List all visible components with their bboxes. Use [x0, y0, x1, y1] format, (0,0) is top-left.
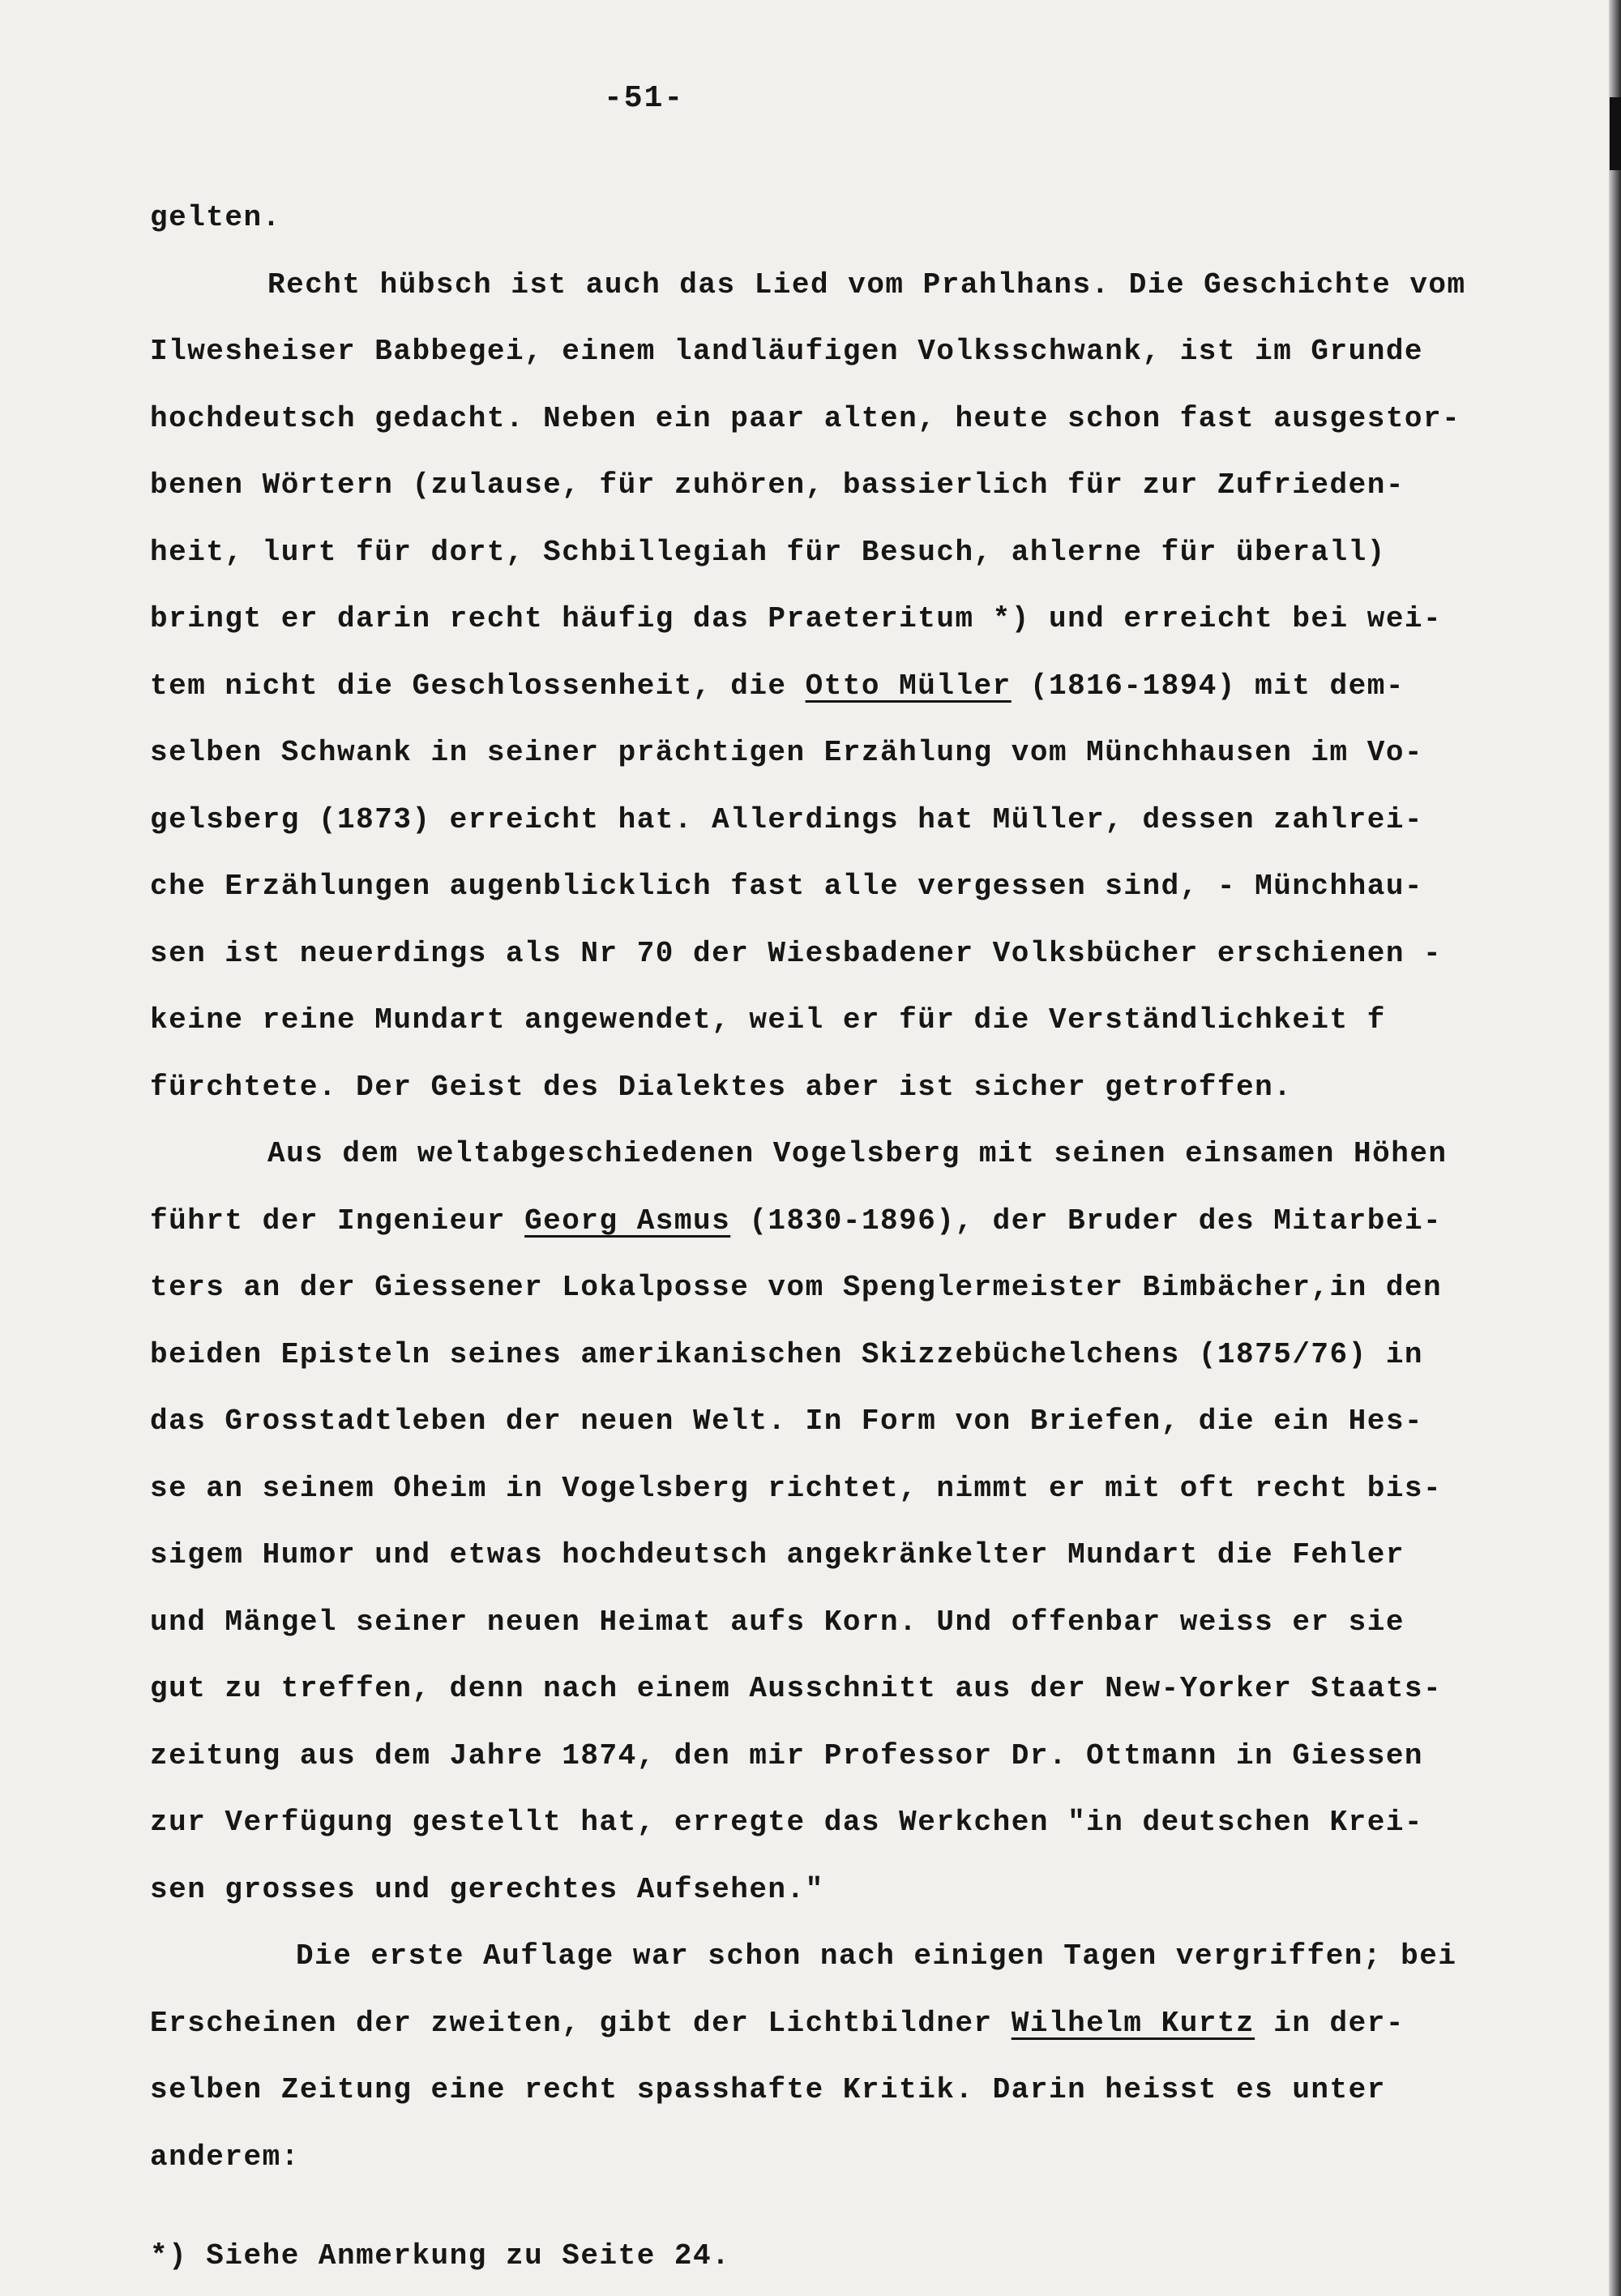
text-segment: (1816-1894) mit dem- — [1011, 669, 1405, 703]
text-line: heit, lurt für dort, Schbillegiah für Besuch, ahlerne für überall) — [150, 535, 1386, 569]
text-line: anderem: — [150, 2140, 300, 2174]
text-line: keine reine Mundart angewendet, weil er für die Verständlichkeit f — [150, 1003, 1386, 1037]
text-line: zeitung aus dem Jahre 1874, den mir Professor Dr. Ottmann in Giessen — [150, 1738, 1424, 1772]
text-line: das Grosstadtleben der neuen Welt. In Form von Briefen, die ein Hes- — [150, 1405, 1424, 1438]
text-segment: führt der Ingenieur — [150, 1204, 525, 1238]
footnote: *) Siehe Anmerkung zu Seite 24. — [150, 2239, 731, 2272]
body-text — [150, 185, 1568, 2290]
text-line: beiden Episteln seines amerikanischen Skizzebüchelchens (1875/76) in — [150, 1337, 1424, 1371]
text-line: hochdeutsch gedacht. Neben ein paar alten, heute schon fast ausgestor- — [150, 401, 1461, 435]
text-segment: Erscheinen der zweiten, gibt der Lichtbildner — [150, 2006, 1012, 2040]
text-line: gelsberg (1873) erreicht hat. Allerdings hat Müller, dessen zahlrei- — [150, 802, 1424, 836]
text-line: Ilwesheiser Babbegei, einem landläufigen Volksschwank, ist im Grunde — [150, 335, 1424, 368]
text-segment: tem nicht die Geschlossenheit, die — [150, 669, 806, 703]
text-line: sigem Humor und etwas hochdeutsch angekränkelter Mundart die Fehler — [150, 1538, 1405, 1571]
text-line: selben Schwank in seiner prächtigen Erzählung vom Münchhausen im Vo- — [150, 736, 1424, 769]
text-line — [150, 1990, 1568, 2058]
text-line: che Erzählungen augenblicklich fast alle vergessen sind, - Münchhau- — [150, 870, 1424, 903]
text-line — [150, 1188, 1568, 1255]
text-line: und Mängel seiner neuen Heimat aufs Korn. Und offenbar weiss er sie — [150, 1605, 1405, 1639]
text-line: gelten. — [150, 201, 281, 234]
paragraph-start: Recht hübsch ist auch das Lied vom Prahlhans. Die Geschichte vom — [267, 267, 1466, 301]
page-number: -51- — [604, 81, 685, 116]
text-line: zur Verfügung gestellt hat, erregte das Werkchen "in deutschen Krei- — [150, 1806, 1424, 1839]
page-edge-shadow — [1609, 0, 1621, 2296]
text-line — [150, 653, 1568, 720]
text-line: gut zu treffen, denn nach einem Ausschnitt aus der New-Yorker Staats- — [150, 1672, 1443, 1705]
paragraph-start: Aus dem weltabgeschiedenen Vogelsberg mit seinen einsamen Höhen — [267, 1137, 1448, 1170]
text-line: selben Zeitung eine recht spasshafte Kritik. Darin heisst es unter — [150, 2073, 1386, 2106]
text-line: fürchtete. Der Geist des Dialektes aber ist sicher getroffen. — [150, 1070, 1293, 1104]
text-line: sen grosses und gerechtes Aufsehen." — [150, 1872, 824, 1906]
underlined-name: Otto Müller — [805, 669, 1012, 703]
text-line: bringt er darin recht häufig das Praeteritum *) und erreicht bei wei- — [150, 602, 1443, 635]
text-segment: (1830-1896), der Bruder des Mitarbei- — [730, 1204, 1443, 1238]
underlined-name: Wilhelm Kurtz — [1011, 2006, 1255, 2040]
text-line: ters an der Giessener Lokalposse vom Spenglermeister Bimbächer,in den — [150, 1271, 1443, 1304]
binder-tab — [1610, 97, 1621, 170]
paragraph-start: Die erste Auflage war schon nach einigen Tagen vergriffen; bei — [296, 1939, 1457, 1973]
text-line: sen ist neuerdings als Nr 70 der Wiesbadener Volksbücher erschienen - — [150, 936, 1443, 970]
text-line: se an seinem Oheim in Vogelsberg richtet, nimmt er mit oft recht bis- — [150, 1471, 1443, 1505]
text-segment: in der- — [1255, 2006, 1405, 2040]
underlined-name: Georg Asmus — [524, 1204, 731, 1238]
text-line: benen Wörtern (zulause, für zuhören, bassierlich für zur Zufrieden- — [150, 468, 1405, 502]
